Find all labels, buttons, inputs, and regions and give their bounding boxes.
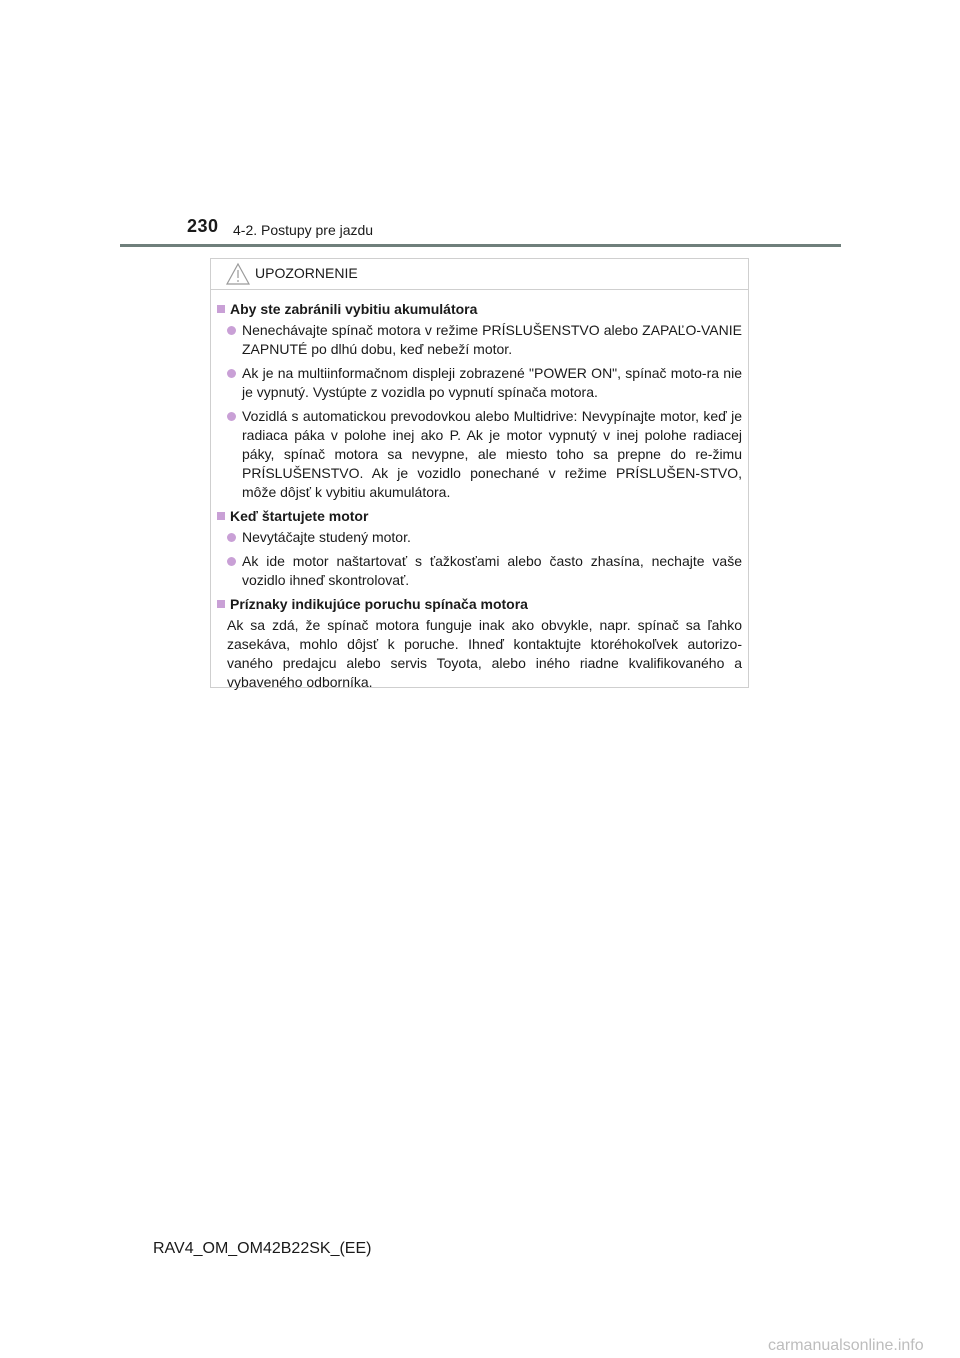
list-item-text: Ak je na multiinformačnom displeji zobrazené "POWER ON", spínač moto-ra nie je vypnutý. Vystúpte z vozidla po vypnutí spínača motora. (242, 365, 742, 400)
list-item (227, 552, 742, 590)
square-bullet-icon (217, 512, 225, 520)
caution-section-starting (217, 507, 742, 590)
list-item-text: Vozidlá s automatickou prevodovkou alebo Multidrive: Nevypínajte motor, keď je radiaca páka v polohe inej ako P. Ak je motor vypnutý v inej polohe radiacej páky, spínač motora sa nevypne, ale miesto toho sa prepne do re-žimu PRÍSLUŠENSTVO. Ak je vozidlo ponechané v režime PRÍSLUŠEN-STVO, môže dôjsť k vybitiu akumulátora. (242, 408, 742, 500)
circle-bullet-icon (227, 557, 236, 566)
caution-section-malfunction (217, 595, 742, 692)
section-title: 4-2. Postupy pre jazdu (233, 222, 374, 238)
caution-box (210, 258, 749, 688)
circle-bullet-icon (227, 369, 236, 378)
header-rule (120, 244, 841, 247)
list-item (227, 321, 742, 359)
section-heading (217, 595, 742, 614)
square-bullet-icon (217, 600, 225, 608)
circle-bullet-icon (227, 533, 236, 542)
section-heading-text: Príznaky indikujúce poruchu spínača motora (230, 596, 528, 612)
warning-triangle-icon (225, 262, 251, 286)
square-bullet-icon (217, 305, 225, 313)
watermark: carmanualsonline.info (768, 1337, 924, 1354)
list-item (227, 407, 742, 502)
caution-label: UPOZORNENIE (255, 265, 358, 281)
list-item-text: Nenechávajte spínač motora v režime PRÍSLUŠENSTVO alebo ZAPAĽO-VANIE ZAPNUTÉ po dlhú dobu, keď nebeží motor. (242, 322, 742, 357)
footer-document-code: RAV4_OM_OM42B22SK_(EE) (153, 1240, 372, 1257)
list-item (227, 528, 742, 547)
circle-bullet-icon (227, 412, 236, 421)
section-heading (217, 300, 742, 319)
page-number: 230 (187, 216, 219, 236)
section-heading-text: Keď štartujete motor (230, 508, 369, 524)
section-heading-text: Aby ste zabránili vybitiu akumulátora (230, 301, 478, 317)
circle-bullet-icon (227, 326, 236, 335)
section-heading (217, 507, 742, 526)
section-paragraph: Ak sa zdá, že spínač motora funguje inak ako obvykle, napr. spínač sa ľahko zasekáva, mohlo dôjsť k poruche. Ihneď kontaktujte ktoréhokoľvek autorizo-vaného predajcu alebo servis Toyota, alebo iného riadne kvalifikovaného a vybaveného odborníka. (227, 617, 742, 690)
list-item (227, 364, 742, 402)
caution-header (211, 259, 748, 290)
caution-section-battery (217, 300, 742, 502)
list-item-text: Ak ide motor naštartovať s ťažkosťami alebo často zhasína, nechajte vaše vozidlo ihneď skontrolovať. (242, 553, 742, 588)
list-item-text: Nevytáčajte studený motor. (242, 529, 411, 545)
caution-body (211, 290, 748, 692)
